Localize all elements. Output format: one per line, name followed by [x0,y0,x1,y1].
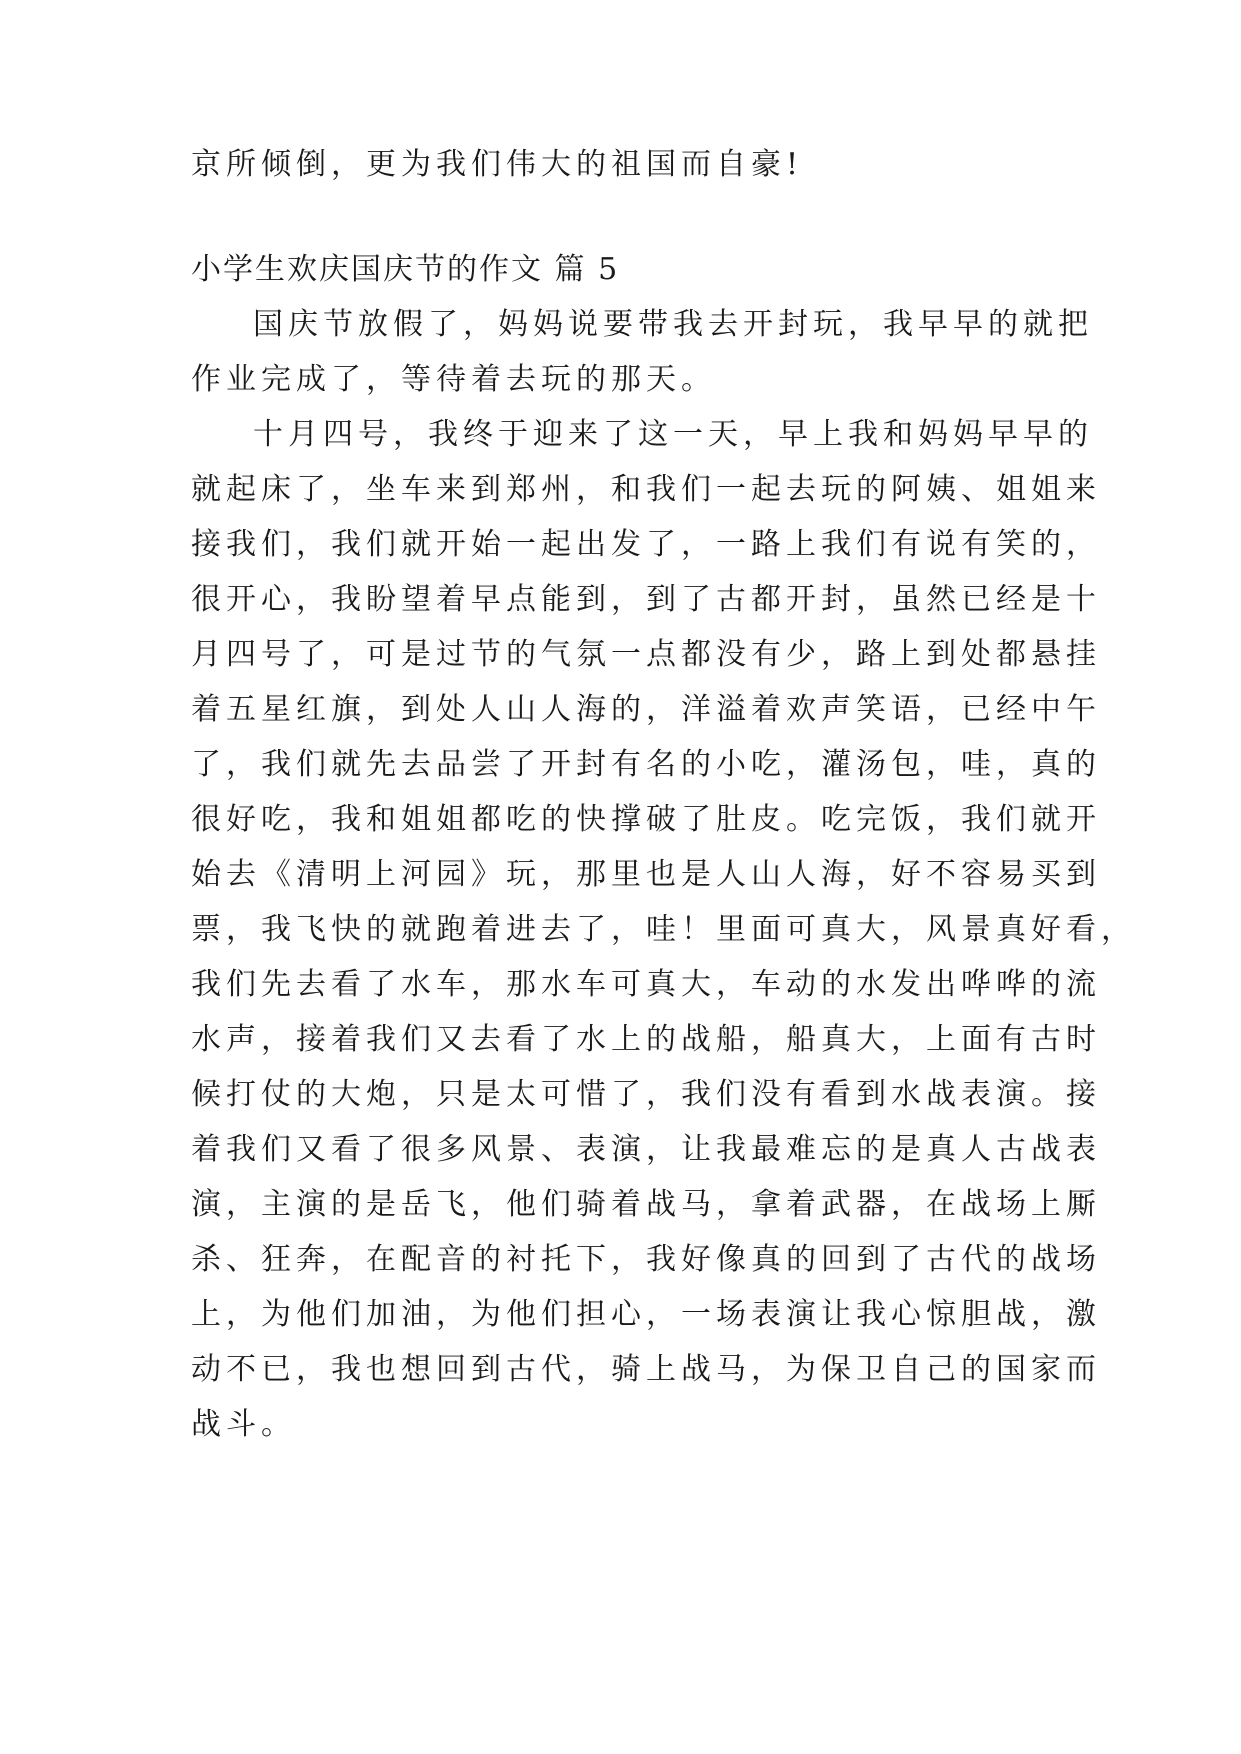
carry-over-line: 京所倾倒，更为我们伟大的祖国而自豪! [191,147,804,182]
paragraph-2-line: 上，为他们加油，为他们担心，一场表演让我心惊胆战，激 [191,1297,1101,1332]
paragraph-2-line: 着我们又看了很多风景、表演，让我最难忘的是真人古战表 [191,1132,1101,1167]
paragraph-2-line: 杀、狂奔，在配音的衬托下，我好像真的回到了古代的战场 [191,1242,1101,1277]
paragraph-2-line: 动不已，我也想回到古代，骑上战马，为保卫自己的国家而 [191,1352,1101,1387]
paragraph-2-line: 着五星红旗，到处人山人海的，洋溢着欢声笑语，已经中午 [191,692,1101,727]
paragraph-2-line: 月四号了，可是过节的气氛一点都没有少，路上到处都悬挂 [191,637,1101,672]
paragraph-2-line: 水声，接着我们又去看了水上的战船，船真大，上面有古时 [191,1022,1101,1057]
paragraph-2-line: 候打仗的大炮，只是太可惜了，我们没有看到水战表演。接 [191,1077,1101,1112]
paragraph-2-line: 很好吃，我和姐姐都吃的快撑破了肚皮。吃完饭，我们就开 [191,802,1101,837]
paragraph-2-line: 票，我飞快的就跑着进去了，哇！里面可真大，风景真好看， [191,912,1136,947]
paragraph-1-line: 作业完成了，等待着去玩的那天。 [191,362,716,397]
paragraph-2-line: 就起床了，坐车来到郑州，和我们一起去玩的阿姨、姐姐来 [191,472,1101,507]
paragraph-2-line: 了，我们就先去品尝了开封有名的小吃，灌汤包，哇，真的 [191,747,1101,782]
paragraph-2-line: 战斗。 [191,1407,296,1442]
paragraph-2-line: 十月四号，我终于迎来了这一天，早上我和妈妈早早的 [253,417,1093,452]
paragraph-2-line: 接我们，我们就开始一起出发了，一路上我们有说有笑的， [191,527,1101,562]
paragraph-2-line: 始去《清明上河园》玩，那里也是人山人海，好不容易买到 [191,857,1101,892]
section-title: 小学生欢庆国庆节的作文 篇 5 [191,252,620,287]
paragraph-2-line: 演，主演的是岳飞，他们骑着战马，拿着武器，在战场上厮 [191,1187,1101,1222]
paragraph-2-line: 很开心，我盼望着早点能到，到了古都开封，虽然已经是十 [191,582,1101,617]
paragraph-2-line: 我们先去看了水车，那水车可真大，车动的水发出哗哗的流 [191,967,1101,1002]
paragraph-1-line: 国庆节放假了，妈妈说要带我去开封玩，我早早的就把 [253,307,1093,342]
